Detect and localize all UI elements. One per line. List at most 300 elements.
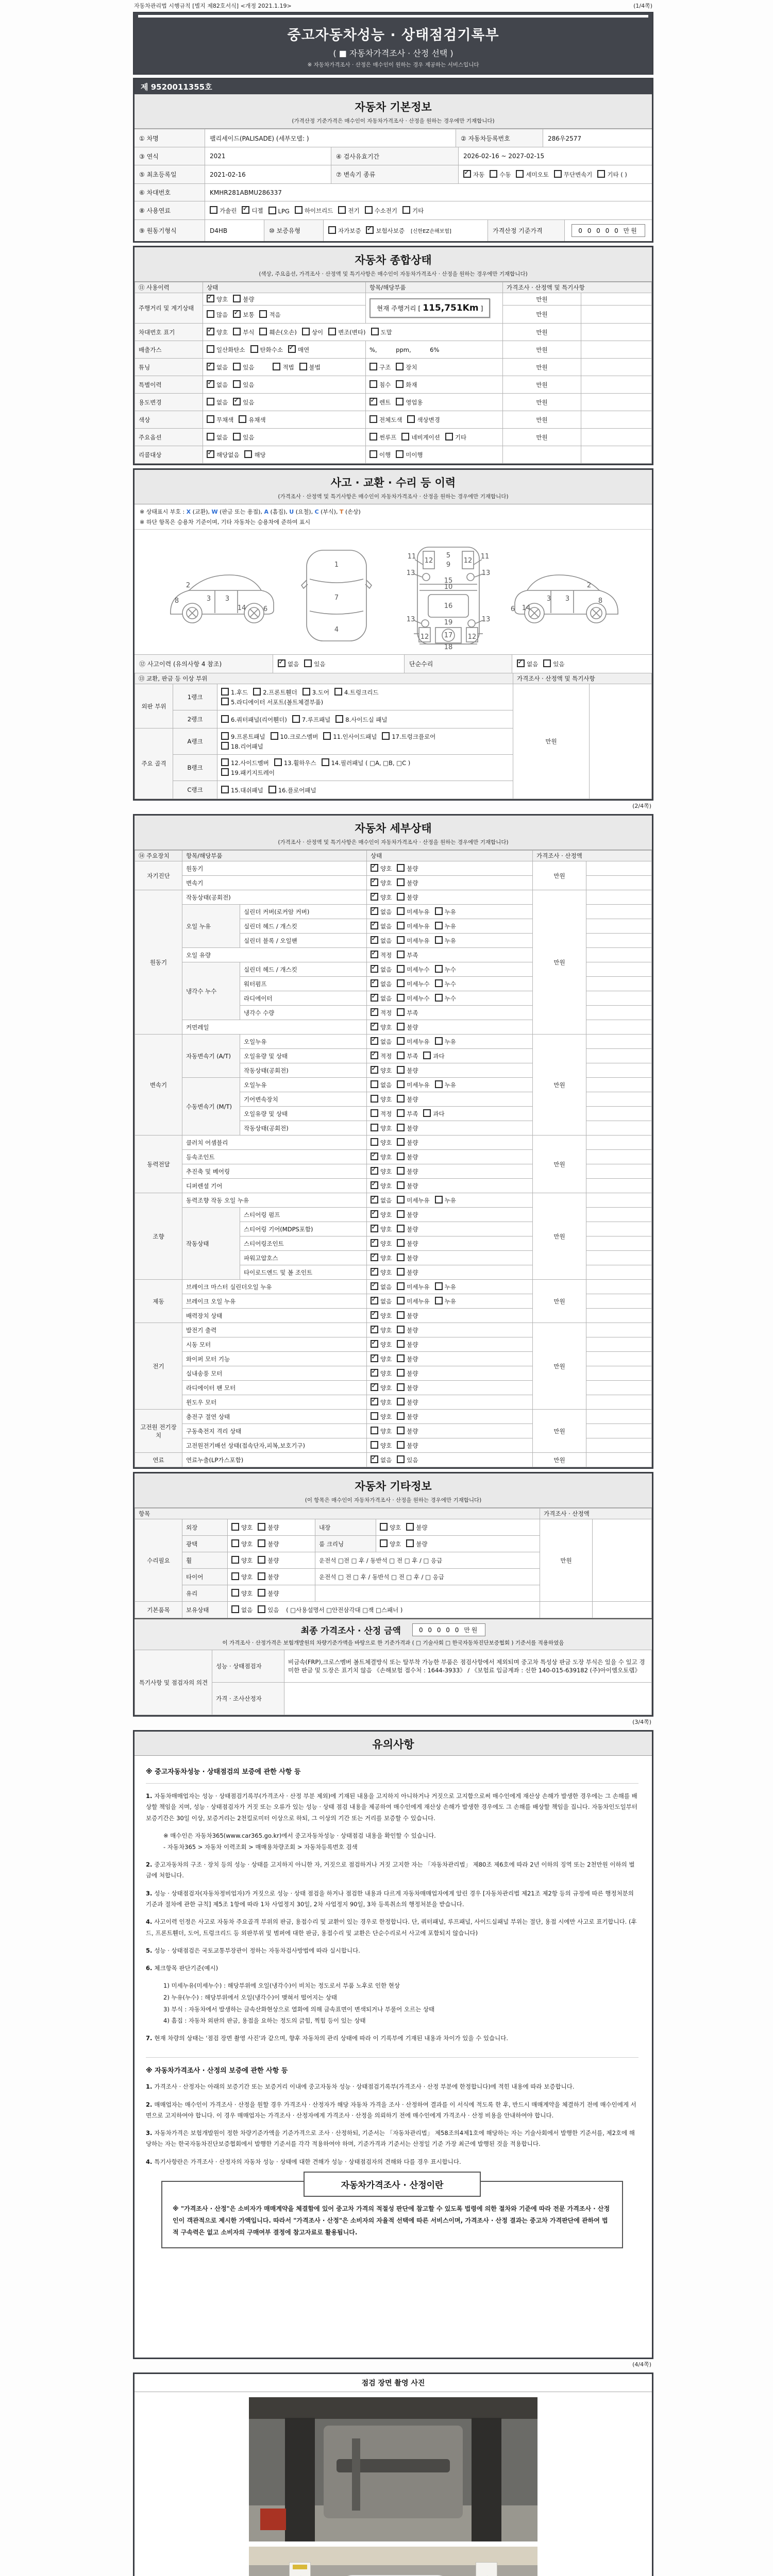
checkbox-option bbox=[250, 345, 283, 354]
checkbox[interactable] bbox=[490, 170, 497, 178]
checkbox[interactable] bbox=[371, 1225, 378, 1232]
checkbox[interactable] bbox=[231, 1589, 239, 1597]
checkbox[interactable] bbox=[397, 1253, 405, 1261]
checkbox[interactable] bbox=[402, 206, 410, 214]
checkbox-label: 불량 bbox=[407, 1154, 418, 1161]
checkbox[interactable] bbox=[371, 1253, 378, 1261]
checkbox[interactable] bbox=[239, 415, 246, 423]
final-price-bar bbox=[135, 1618, 652, 1650]
checkbox[interactable] bbox=[334, 688, 342, 696]
checkbox[interactable] bbox=[382, 732, 390, 740]
checkbox[interactable] bbox=[207, 345, 214, 353]
checkbox-label: 불량 bbox=[243, 296, 255, 303]
checkbox[interactable] bbox=[397, 1326, 405, 1333]
checkbox[interactable] bbox=[210, 206, 217, 214]
checkbox-label: 누수 bbox=[444, 995, 456, 1002]
checkbox[interactable] bbox=[233, 310, 241, 318]
checkbox[interactable] bbox=[369, 433, 377, 440]
checkbox[interactable] bbox=[397, 1181, 405, 1189]
checkbox[interactable] bbox=[371, 1196, 378, 1204]
checkbox[interactable] bbox=[371, 936, 378, 944]
checkbox[interactable] bbox=[371, 979, 378, 987]
diagram-panel-number: 2 bbox=[586, 582, 592, 589]
checkbox[interactable] bbox=[338, 206, 346, 214]
checkbox[interactable] bbox=[397, 1354, 405, 1362]
checkbox-label: 무채색 bbox=[216, 416, 234, 423]
price-cell: 만원 bbox=[503, 394, 581, 411]
checkbox[interactable] bbox=[365, 206, 373, 214]
sub-group-label: 자동변속기 (A/T) bbox=[182, 1035, 240, 1078]
checkbox[interactable] bbox=[401, 433, 409, 440]
item-label: 파워고압호스 bbox=[240, 1251, 367, 1265]
checkbox[interactable] bbox=[371, 328, 379, 335]
checkbox-option bbox=[397, 1138, 418, 1147]
checkbox[interactable] bbox=[397, 1080, 405, 1088]
checkbox[interactable] bbox=[371, 1008, 378, 1016]
checkbox[interactable] bbox=[435, 1297, 443, 1304]
checkbox[interactable] bbox=[397, 907, 405, 915]
checkbox[interactable] bbox=[369, 380, 377, 388]
checkbox[interactable] bbox=[371, 1268, 378, 1276]
checkbox[interactable] bbox=[397, 1455, 405, 1463]
checkbox[interactable] bbox=[516, 170, 524, 178]
checkbox[interactable] bbox=[371, 1109, 378, 1117]
checkbox[interactable] bbox=[397, 1095, 405, 1103]
checkbox[interactable] bbox=[371, 1210, 378, 1218]
checkbox-label: 누유 bbox=[444, 1197, 456, 1204]
checkbox[interactable] bbox=[369, 450, 377, 458]
checkbox[interactable] bbox=[371, 994, 378, 1002]
checkbox-option bbox=[397, 1354, 418, 1363]
checkbox[interactable] bbox=[369, 398, 377, 405]
checkbox-label: 양호 bbox=[380, 1211, 392, 1218]
checkbox[interactable] bbox=[435, 907, 443, 915]
checkbox[interactable] bbox=[397, 1383, 405, 1391]
checkbox[interactable] bbox=[371, 951, 378, 958]
checkbox[interactable] bbox=[371, 965, 378, 973]
checkbox[interactable] bbox=[396, 380, 404, 388]
checkbox[interactable] bbox=[221, 786, 229, 793]
checkbox[interactable] bbox=[397, 893, 405, 901]
checkbox[interactable] bbox=[268, 786, 276, 793]
checkbox[interactable] bbox=[397, 1340, 405, 1348]
checkbox[interactable] bbox=[371, 1023, 378, 1030]
notice-item: 6. 체크항목 판단기준(예시) bbox=[146, 1964, 219, 1972]
checkbox-option bbox=[397, 936, 429, 945]
checkbox[interactable] bbox=[397, 1052, 405, 1059]
checkbox[interactable] bbox=[435, 936, 443, 944]
checkbox[interactable] bbox=[231, 1605, 239, 1613]
checkbox[interactable] bbox=[435, 1080, 443, 1088]
checkbox-label: 불량 bbox=[407, 879, 418, 887]
checkbox[interactable] bbox=[323, 732, 331, 740]
checkbox[interactable] bbox=[445, 433, 453, 440]
checkbox[interactable] bbox=[207, 328, 214, 335]
checkbox[interactable] bbox=[397, 1398, 405, 1405]
checkbox[interactable] bbox=[221, 742, 229, 750]
checkbox[interactable] bbox=[435, 922, 443, 929]
checkbox[interactable] bbox=[371, 893, 378, 901]
item-label: 클러치 어셈블리 bbox=[182, 1136, 367, 1150]
row-label: 튜닝 bbox=[135, 359, 203, 376]
checkbox[interactable] bbox=[207, 433, 214, 440]
checkbox[interactable] bbox=[397, 1239, 405, 1247]
checkbox-label: 양호 bbox=[380, 1226, 392, 1233]
status-options bbox=[367, 861, 533, 876]
checkbox[interactable] bbox=[397, 1167, 405, 1175]
checkbox[interactable] bbox=[369, 415, 377, 423]
checkbox[interactable] bbox=[371, 1167, 378, 1175]
checkbox[interactable] bbox=[371, 1124, 378, 1131]
checkbox[interactable] bbox=[397, 1427, 405, 1434]
checkbox[interactable] bbox=[304, 659, 312, 667]
checkbox-option bbox=[207, 450, 239, 459]
checkbox-label: 4.트렁크리드 bbox=[344, 689, 379, 696]
checkbox[interactable] bbox=[371, 1037, 378, 1045]
checkbox-option bbox=[554, 170, 593, 179]
status-options bbox=[367, 1395, 533, 1410]
checkbox[interactable] bbox=[435, 994, 443, 1002]
checkbox[interactable] bbox=[423, 1109, 431, 1117]
checkbox[interactable] bbox=[259, 328, 267, 335]
checkbox[interactable] bbox=[244, 450, 252, 458]
checkbox[interactable] bbox=[435, 1282, 443, 1290]
status-options bbox=[367, 1337, 533, 1352]
checkbox[interactable] bbox=[406, 1523, 414, 1531]
checkbox-label: 이행 bbox=[379, 451, 391, 459]
checkbox-label: 일산화탄소 bbox=[216, 346, 245, 353]
remark-cell bbox=[586, 1309, 652, 1323]
checkbox-option bbox=[371, 1037, 392, 1046]
inspector-opinion-text: 비금속(FRP),크로스멤버 볼트체결방식 또는 탈부착 가능한 부품은 점검사항에서 제외되며 중고차 특성상 판금 도장 부식은 있을 수 있고 경미한 판금 및 도장은 표기치 않음 《손해보험 접수처 : 1644-3933》 / 《보험료 입금계좌 : 신한 140-015-639182 (주)아이엠오토랩》 bbox=[284, 1650, 652, 1683]
checkbox[interactable] bbox=[258, 1539, 265, 1547]
checkbox-label: 없음 bbox=[380, 1298, 392, 1305]
checkbox[interactable] bbox=[397, 1023, 405, 1030]
checkbox[interactable] bbox=[371, 1080, 378, 1088]
checkbox-option bbox=[207, 398, 228, 406]
checkbox[interactable] bbox=[371, 1340, 378, 1348]
checkbox[interactable] bbox=[397, 922, 405, 929]
checkbox[interactable] bbox=[258, 1589, 265, 1597]
checkbox[interactable] bbox=[397, 1441, 405, 1449]
section-misc-info bbox=[133, 1472, 653, 1717]
checkbox[interactable] bbox=[380, 1539, 388, 1547]
checkbox-option bbox=[338, 206, 359, 215]
checkbox[interactable] bbox=[328, 226, 336, 234]
checkbox[interactable] bbox=[396, 398, 404, 405]
checkbox[interactable] bbox=[371, 1138, 378, 1146]
checkbox[interactable] bbox=[274, 758, 282, 766]
checkbox[interactable] bbox=[371, 1066, 378, 1074]
rank-label: C랭크 bbox=[173, 781, 217, 799]
checkbox-label: 양호 bbox=[380, 1154, 392, 1161]
checkbox-label: 16.플로어패널 bbox=[278, 786, 316, 794]
checkbox[interactable] bbox=[268, 207, 276, 214]
checkbox[interactable] bbox=[250, 345, 258, 353]
diagram-panel-number: 9 bbox=[446, 561, 451, 569]
checkbox-option bbox=[207, 295, 228, 303]
checkbox[interactable] bbox=[397, 1412, 405, 1420]
diagram-panel-number: 12 bbox=[463, 557, 473, 565]
checkbox[interactable] bbox=[397, 1124, 405, 1131]
item-label: 발전기 출력 bbox=[182, 1323, 367, 1337]
checkbox[interactable] bbox=[397, 1037, 405, 1045]
checkbox[interactable] bbox=[278, 659, 285, 667]
checkbox[interactable] bbox=[554, 170, 562, 178]
checkbox[interactable] bbox=[397, 951, 405, 958]
checkbox[interactable] bbox=[366, 226, 374, 234]
checkbox-label: 양호 bbox=[216, 329, 228, 336]
checkbox[interactable] bbox=[380, 1523, 388, 1531]
checkbox[interactable] bbox=[299, 363, 307, 370]
remark-cell bbox=[586, 1381, 652, 1395]
checkbox-label: 양호 bbox=[380, 1341, 392, 1348]
checkbox[interactable] bbox=[271, 732, 278, 740]
diagram-panel-number: 10 bbox=[444, 583, 453, 591]
sub-group-label: 작동상태 bbox=[182, 1208, 240, 1280]
checkbox-option bbox=[397, 1181, 418, 1190]
checkbox[interactable] bbox=[221, 715, 229, 723]
checkbox[interactable] bbox=[371, 1153, 378, 1160]
checkbox[interactable] bbox=[258, 1605, 265, 1613]
checkbox[interactable] bbox=[233, 380, 241, 388]
checkbox-option bbox=[371, 1398, 392, 1406]
checkbox[interactable] bbox=[543, 659, 551, 667]
checkbox[interactable] bbox=[396, 450, 404, 458]
checkbox[interactable] bbox=[242, 206, 249, 214]
checkbox[interactable] bbox=[407, 415, 415, 423]
checkbox[interactable] bbox=[435, 1196, 443, 1204]
document-title: 중고자동차성능 · 상태점검기록부 bbox=[287, 27, 499, 43]
checkbox[interactable] bbox=[207, 380, 214, 388]
checkbox[interactable] bbox=[396, 363, 404, 370]
checkbox[interactable] bbox=[397, 1311, 405, 1319]
inspection-value: 2026-02-16 ~ 2027-02-15 bbox=[463, 152, 545, 160]
checkbox[interactable] bbox=[397, 994, 405, 1002]
remark-cell bbox=[586, 1006, 652, 1020]
status-options bbox=[367, 1381, 533, 1395]
remark-cell bbox=[586, 1294, 652, 1309]
checkbox[interactable] bbox=[463, 170, 471, 178]
checkbox-option bbox=[397, 1268, 418, 1277]
item-label: 실린더 헤드 / 개스킷 bbox=[240, 962, 367, 977]
checkbox[interactable] bbox=[397, 979, 405, 987]
section-notice bbox=[133, 1730, 653, 2359]
checkbox-label: 미세누유 bbox=[407, 937, 430, 944]
item-label: 커먼레일 bbox=[182, 1020, 367, 1035]
checkbox-label: 양호 bbox=[380, 1399, 392, 1406]
checkbox[interactable] bbox=[397, 1369, 405, 1377]
checkbox[interactable] bbox=[328, 328, 336, 335]
checkbox[interactable] bbox=[221, 732, 229, 740]
checkbox[interactable] bbox=[397, 1225, 405, 1232]
checkbox[interactable] bbox=[397, 1210, 405, 1218]
checkbox[interactable] bbox=[371, 1383, 378, 1391]
overall-subtitle: (색상, 주요옵션, 가격조사 · 산정액 및 특기사항은 매수인이 자동차가격조사 · 산정을 원하는 경우에만 기재합니다) bbox=[259, 271, 528, 277]
checkbox-label: 불량 bbox=[407, 1240, 418, 1247]
item-label: 타이로드엔드 및 볼 조인트 bbox=[240, 1265, 367, 1280]
checkbox[interactable] bbox=[369, 363, 377, 370]
checkbox[interactable] bbox=[397, 1282, 405, 1290]
notice-item-number: 7. bbox=[146, 2035, 153, 2042]
remark-cell bbox=[586, 1092, 652, 1107]
checkbox-label: 양호 bbox=[380, 865, 392, 872]
checkbox[interactable] bbox=[397, 965, 405, 973]
checkbox-label: 전기 bbox=[348, 207, 360, 214]
checkbox[interactable] bbox=[207, 450, 214, 458]
checkbox[interactable] bbox=[258, 1523, 265, 1531]
checkbox[interactable] bbox=[406, 1539, 414, 1547]
legend-segment: A bbox=[264, 509, 268, 515]
checkbox[interactable] bbox=[273, 363, 280, 370]
diagram-panel-number: 8 bbox=[174, 597, 179, 605]
checkbox[interactable] bbox=[371, 1398, 378, 1405]
section-basic-info bbox=[133, 78, 653, 243]
checkbox[interactable] bbox=[371, 1455, 378, 1463]
checkbox[interactable] bbox=[322, 758, 329, 766]
checkbox[interactable] bbox=[231, 1556, 239, 1564]
remark-cell bbox=[586, 1410, 652, 1424]
checkbox[interactable] bbox=[397, 1008, 405, 1016]
checkbox-label: 있음 bbox=[243, 399, 255, 406]
checkbox[interactable] bbox=[233, 295, 241, 302]
remark-cell bbox=[581, 293, 652, 306]
checkbox[interactable] bbox=[371, 1311, 378, 1319]
legend-segment: ※ 상태표시 부호 : bbox=[140, 509, 187, 515]
transmission-options bbox=[459, 165, 652, 183]
checkbox[interactable] bbox=[517, 659, 525, 667]
checkbox-option bbox=[207, 433, 228, 442]
checkbox[interactable] bbox=[397, 1297, 405, 1304]
checkbox-label: 부식 bbox=[243, 329, 255, 336]
checkbox[interactable] bbox=[371, 1354, 378, 1362]
checkbox[interactable] bbox=[397, 1196, 405, 1204]
checkbox[interactable] bbox=[233, 363, 241, 370]
remark-cell bbox=[586, 1251, 652, 1265]
table-header-row bbox=[135, 673, 652, 684]
checkbox[interactable] bbox=[221, 688, 229, 696]
checkbox[interactable] bbox=[435, 979, 443, 987]
checkbox[interactable] bbox=[371, 1427, 378, 1434]
checkbox[interactable] bbox=[371, 864, 378, 872]
checkbox-label: 미세누수 bbox=[407, 995, 430, 1002]
checkbox[interactable] bbox=[371, 922, 378, 929]
checkbox[interactable] bbox=[292, 715, 300, 723]
checkbox[interactable] bbox=[371, 878, 378, 886]
checkbox[interactable] bbox=[397, 1153, 405, 1160]
checkbox-label: 기타 bbox=[455, 434, 467, 441]
checkbox[interactable] bbox=[435, 965, 443, 973]
checkbox-option bbox=[328, 226, 361, 235]
notice-item-number: 2. bbox=[146, 1861, 153, 1869]
checkbox[interactable] bbox=[231, 1539, 239, 1547]
checkbox[interactable] bbox=[371, 1297, 378, 1304]
checkbox-label: 양호 bbox=[380, 1182, 392, 1190]
checkbox[interactable] bbox=[371, 1326, 378, 1333]
checkbox[interactable] bbox=[371, 1441, 378, 1449]
checkbox[interactable] bbox=[207, 295, 214, 302]
checkbox[interactable] bbox=[221, 698, 229, 705]
checkbox-option bbox=[233, 363, 254, 371]
checkbox[interactable] bbox=[207, 398, 214, 405]
checkbox[interactable] bbox=[295, 206, 303, 214]
checkbox-label: 구조 bbox=[379, 364, 391, 371]
checkbox[interactable] bbox=[397, 1268, 405, 1276]
checkbox[interactable] bbox=[303, 688, 310, 696]
checkbox[interactable] bbox=[371, 907, 378, 915]
checkbox[interactable] bbox=[371, 1412, 378, 1420]
checkbox[interactable] bbox=[231, 1572, 239, 1580]
checkbox-label: 불량 bbox=[407, 894, 418, 901]
checkbox[interactable] bbox=[371, 1095, 378, 1103]
diagram-panel-number: 13 bbox=[406, 569, 415, 577]
checkbox[interactable] bbox=[207, 310, 214, 318]
checkbox[interactable] bbox=[371, 1181, 378, 1189]
checkbox[interactable] bbox=[397, 936, 405, 944]
status-options bbox=[367, 1309, 533, 1323]
checkbox[interactable] bbox=[335, 715, 343, 723]
checkbox[interactable] bbox=[231, 1523, 239, 1531]
checkbox[interactable] bbox=[302, 328, 310, 335]
checkbox[interactable] bbox=[221, 758, 229, 766]
checkbox[interactable] bbox=[371, 1282, 378, 1290]
checkbox-label: 양호 bbox=[380, 894, 392, 901]
checkbox-label: 불량 bbox=[267, 1524, 279, 1531]
checkbox[interactable] bbox=[397, 878, 405, 886]
checkbox[interactable] bbox=[371, 1052, 378, 1059]
status-options bbox=[367, 890, 533, 905]
checkbox-label: 양호 bbox=[216, 296, 228, 303]
column-header: ⑬ 교환, 판금 등 이상 부위 bbox=[135, 673, 513, 684]
checkbox-option bbox=[397, 907, 429, 916]
checkbox-label: 있음 bbox=[553, 660, 565, 668]
checkbox-label: 부족 bbox=[407, 952, 418, 959]
checkbox[interactable] bbox=[233, 398, 241, 405]
checkbox[interactable] bbox=[423, 1052, 431, 1059]
checkbox-label: 불량 bbox=[407, 1384, 418, 1392]
checkbox[interactable] bbox=[207, 415, 214, 423]
checkbox[interactable] bbox=[258, 1556, 265, 1564]
checkbox[interactable] bbox=[221, 768, 229, 776]
table-row bbox=[135, 359, 652, 376]
panel-options bbox=[217, 710, 513, 728]
checkbox[interactable] bbox=[233, 433, 241, 440]
checkbox[interactable] bbox=[435, 1037, 443, 1045]
checkbox[interactable] bbox=[597, 170, 605, 178]
price-cell: 만원 bbox=[533, 1035, 586, 1136]
item-label: 작동상태(공회전) bbox=[240, 1121, 367, 1136]
checkbox[interactable] bbox=[371, 1239, 378, 1247]
checkbox[interactable] bbox=[371, 1369, 378, 1377]
checkbox[interactable] bbox=[259, 310, 267, 318]
checkbox[interactable] bbox=[253, 688, 261, 696]
status-options bbox=[376, 1519, 540, 1536]
checkbox[interactable] bbox=[397, 864, 405, 872]
checkbox-label: 없음 bbox=[288, 660, 299, 668]
checkbox[interactable] bbox=[397, 1066, 405, 1074]
checkbox[interactable] bbox=[288, 345, 296, 353]
checkbox[interactable] bbox=[207, 363, 214, 370]
checkbox[interactable] bbox=[397, 1109, 405, 1117]
remark-cell bbox=[586, 1265, 652, 1280]
checkbox[interactable] bbox=[233, 328, 241, 335]
checkbox[interactable] bbox=[397, 1138, 405, 1146]
checkbox[interactable] bbox=[258, 1572, 265, 1580]
item-label: 추진축 및 베어링 bbox=[182, 1164, 367, 1179]
car-diagram-wrap bbox=[135, 530, 652, 654]
checkbox-option bbox=[371, 1326, 392, 1334]
checkbox-label: 도말 bbox=[380, 329, 392, 336]
